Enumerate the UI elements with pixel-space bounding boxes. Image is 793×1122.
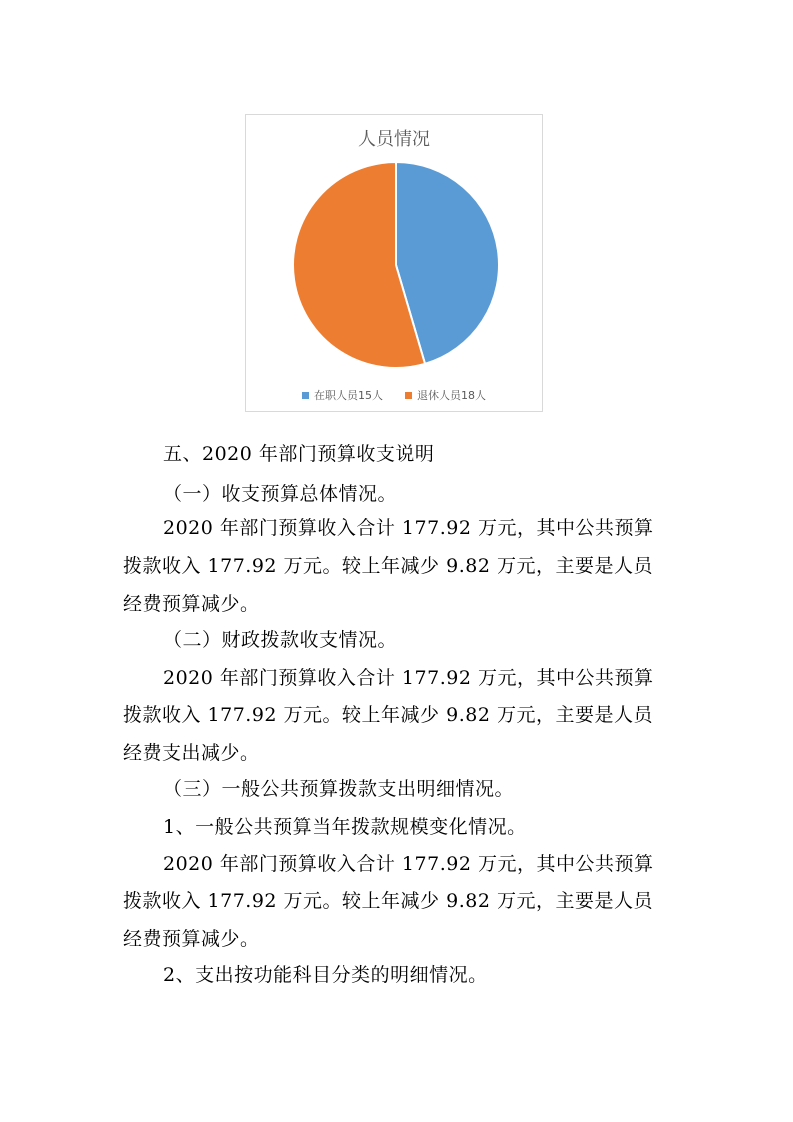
subheading-2: （二）财政拨款收支情况。 bbox=[163, 629, 398, 651]
chart-legend bbox=[246, 387, 542, 403]
paragraph-3-line-3: 经费预算减少。 bbox=[123, 928, 260, 950]
legend-swatch-blue bbox=[302, 392, 309, 399]
subheading-3-2: 2、支出按功能科目分类的明细情况。 bbox=[163, 964, 488, 986]
paragraph-1-line-2: 拨款收入 177.92 万元。较上年减少 9.82 万元，主要是人员 bbox=[123, 555, 653, 577]
subheading-1: （一）收支预算总体情况。 bbox=[163, 483, 398, 505]
subheading-3: （三）一般公共预算拨款支出明细情况。 bbox=[163, 778, 515, 800]
legend-item-retired bbox=[405, 387, 486, 403]
staff-pie-chart bbox=[245, 114, 543, 412]
legend-swatch-orange bbox=[405, 392, 412, 399]
pie-plot bbox=[246, 115, 544, 413]
paragraph-3-line-2: 拨款收入 177.92 万元。较上年减少 9.82 万元，主要是人员 bbox=[123, 890, 653, 912]
paragraph-1-line-1: 2020 年部门预算收入合计 177.92 万元，其中公共预算 bbox=[163, 517, 654, 539]
paragraph-2-line-3: 经费支出减少。 bbox=[123, 742, 260, 764]
paragraph-1-line-3: 经费预算减少。 bbox=[123, 593, 260, 615]
legend-item-in-service bbox=[302, 387, 383, 403]
legend-label: 退休人员18人 bbox=[417, 389, 486, 402]
subheading-3-1: 1、一般公共预算当年拨款规模变化情况。 bbox=[163, 816, 527, 838]
paragraph-2-line-2: 拨款收入 177.92 万元。较上年减少 9.82 万元，主要是人员 bbox=[123, 704, 653, 726]
paragraph-2-line-1: 2020 年部门预算收入合计 177.92 万元，其中公共预算 bbox=[163, 667, 654, 689]
section-heading-5: 五、2020 年部门预算收支说明 bbox=[163, 443, 435, 465]
paragraph-3-line-1: 2020 年部门预算收入合计 177.92 万元，其中公共预算 bbox=[163, 853, 654, 875]
chart-title: 人员情况 bbox=[358, 129, 430, 150]
legend-label: 在职人员15人 bbox=[314, 389, 383, 402]
